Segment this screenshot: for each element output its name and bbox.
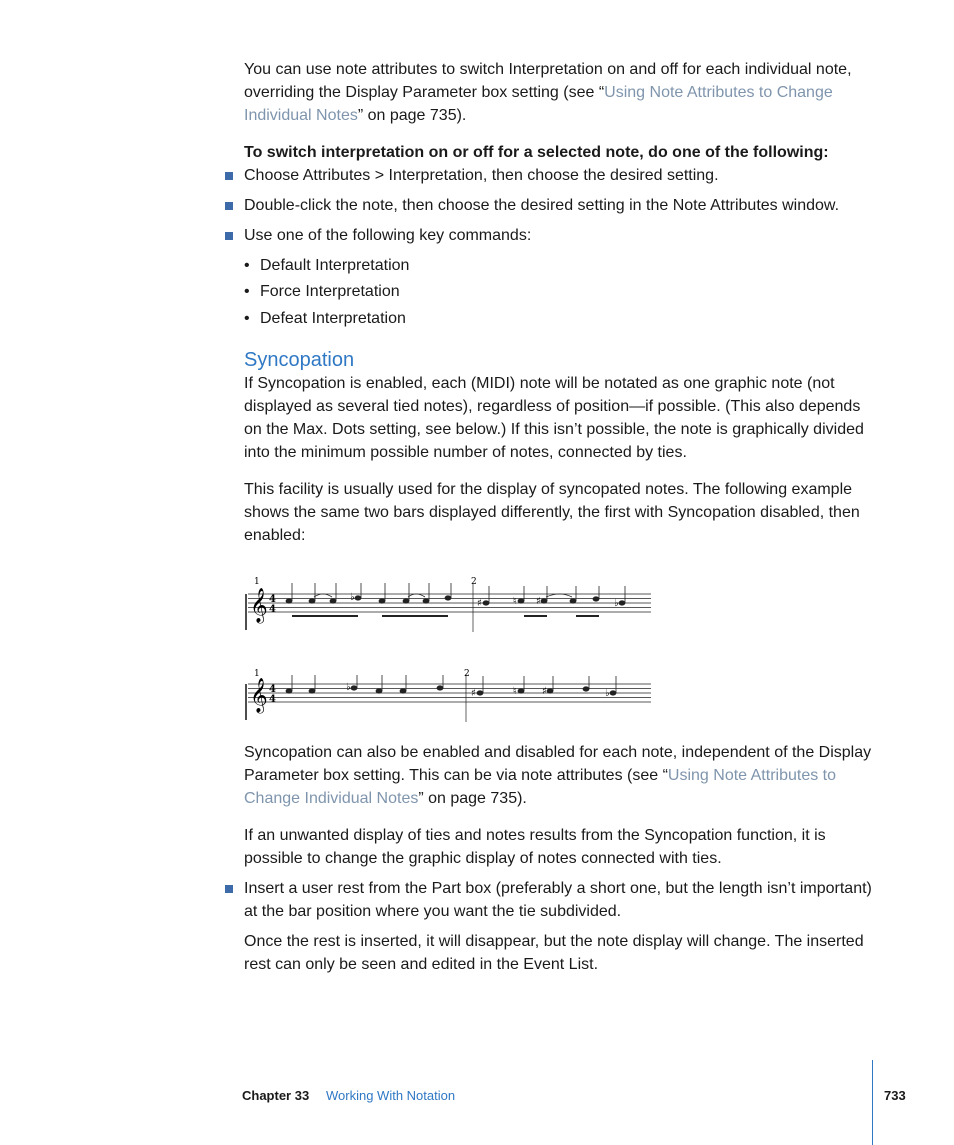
sharp-icon: ♯ (542, 686, 547, 697)
sub-bullet-item (244, 254, 409, 277)
bar-number: 2 (464, 669, 470, 679)
bullet-item: Use one of the following key commands: (244, 227, 532, 244)
flat-icon: ♭ (346, 682, 351, 693)
staff-2 (246, 674, 651, 722)
bullet-item: Choose Attributes > Interpretation, then choose the desired setting. (244, 167, 719, 184)
para3-text: Syncopation can also be enabled and disabled for each note, independent of the Display Parameter box setting. This can be via note attributes (see “ (244, 744, 872, 784)
syncopation-paragraph-1: If Syncopation is enabled, each (MIDI) note will be notated as one graphic note (not displayed as several tied notes), regardless of position—if possible. (This also depends on the Max. Dots setting, see below.) If this isn’t possible, the note is graphically divided into the minimum possible number of notes, connected by ties. (244, 375, 864, 461)
flat-icon: ♭ (614, 598, 619, 609)
time-signature-bottom: 4 (269, 694, 276, 705)
sharp-icon: ♯ (536, 596, 541, 607)
treble-clef-icon: 𝄞 (250, 678, 268, 713)
bullet-marker (225, 202, 233, 210)
para3-link[interactable]: Using Note Attributes to Change Individual Notes (244, 767, 837, 807)
sub-bullet-item (244, 280, 400, 303)
intro-text: You can use note attributes to switch Interpretation on and off for each individual note, overriding the Display Parameter box setting (see “ (244, 61, 852, 101)
time-signature-top: 4 (269, 594, 276, 605)
sharp-icon: ♯ (477, 598, 482, 609)
sub-bullet-label: Default Interpretation (260, 257, 410, 274)
bullet-marker (225, 232, 233, 240)
intro-paragraph (244, 58, 874, 127)
staff-1-notes (286, 583, 625, 616)
intro-link[interactable]: Using Note Attributes to Change Individual Notes (244, 84, 833, 124)
natural-icon: ♮ (513, 596, 517, 607)
time-signature-bottom: 4 (269, 604, 276, 615)
section-title: Syncopation (244, 349, 355, 371)
flat-icon: ♭ (350, 592, 355, 603)
bullet-item: Double-click the note, then choose the desired setting in the Note Attributes window. (244, 197, 840, 214)
bar-number: 1 (254, 577, 260, 587)
sharp-icon: ♯ (471, 688, 476, 699)
sub-bullet-item (244, 307, 406, 330)
syncopation-paragraph-2: This facility is usually used for the display of syncopated notes. The following example shows the same two bars displayed differently, the first with Syncopation disabled, then enabled: (244, 481, 860, 544)
time-signature-top: 4 (269, 684, 276, 695)
sub-bullet-label: Force Interpretation (260, 283, 400, 300)
sub-bullet-label: Defeat Interpretation (260, 310, 406, 327)
intro-text-after: ” on page 735). (357, 107, 467, 124)
treble-clef-icon: 𝄞 (250, 588, 268, 623)
footer-divider (872, 1060, 873, 1145)
flat-icon: ♭ (605, 688, 610, 699)
staff-1 (246, 584, 651, 632)
natural-icon: ♮ (513, 686, 517, 697)
syncopation-paragraph-5: Once the rest is inserted, it will disappear, but the note display will change. The inserted rest can only be seen and edited in the Event List. (244, 933, 864, 973)
notation-example (240, 570, 655, 730)
sub-bullet-dot: • (244, 310, 250, 327)
syncopation-paragraph-4: If an unwanted display of ties and notes results from the Syncopation function, it is possible to change the graphic display of notes connected with ties. (244, 827, 826, 867)
task-heading: To switch interpretation on or off for a selected note, do one of the following: (244, 144, 829, 161)
footer-chapter: Chapter 33 (242, 1088, 310, 1103)
page-number: 733 (884, 1088, 906, 1103)
bar-number: 2 (471, 577, 477, 587)
bullet-item: Insert a user rest from the Part box (preferably a short one, but the length isn’t important) at the bar position where you want the tie subdivided. (244, 880, 872, 920)
staff-2-notes (286, 675, 616, 695)
sub-bullet-dot: • (244, 257, 250, 274)
footer-chapter-title[interactable]: Working With Notation (326, 1088, 456, 1103)
sub-bullet-dot: • (244, 283, 250, 300)
bullet-marker (225, 885, 233, 893)
bullet-marker (225, 172, 233, 180)
syncopation-paragraph-3 (244, 741, 874, 810)
para3-text-after: ” on page 735). (418, 790, 527, 807)
bar-number: 1 (254, 669, 260, 679)
